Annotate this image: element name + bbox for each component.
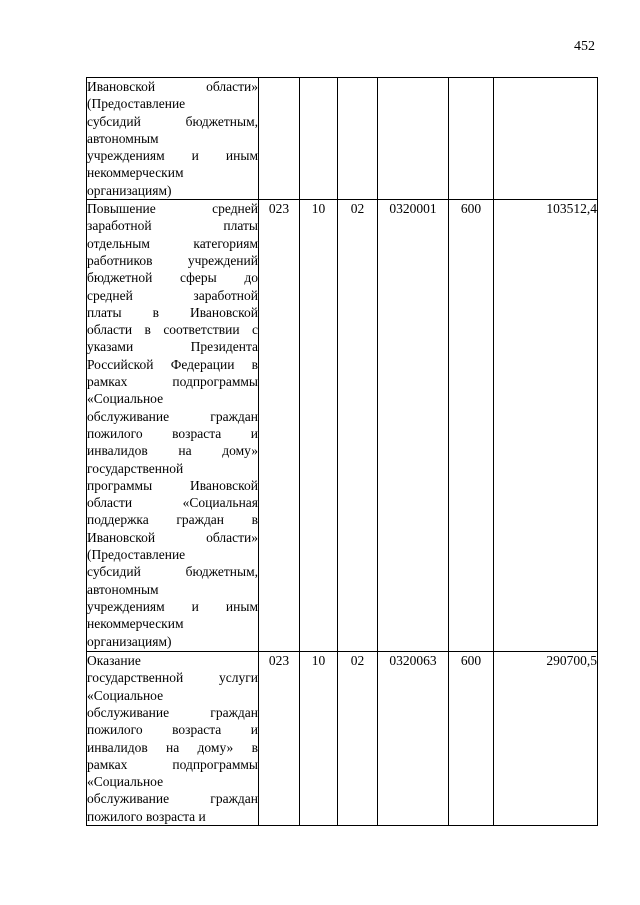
table-row [87, 652, 598, 826]
description-line: (Предоставление [87, 547, 186, 563]
table-row [87, 78, 598, 200]
description-line: «Социальное [87, 774, 164, 790]
description-line: государственной [87, 460, 184, 476]
description-line: средней заработной [87, 287, 258, 303]
description-line: инвалидов на дому» в [87, 739, 258, 755]
description-line: учреждениям и иным [87, 598, 258, 614]
description-line: автономным [87, 581, 159, 597]
description-line: области в соответствии с [87, 322, 258, 338]
target-article-cell [378, 78, 449, 200]
description-line: «Социальное [87, 391, 164, 407]
subsection-code-cell: 02 [338, 200, 378, 652]
description-line: инвалидов на дому» [87, 443, 258, 459]
description-line: работников учреждений [87, 252, 258, 268]
description-line: поддержка граждан в [87, 512, 258, 528]
description-line: автономным [87, 130, 159, 146]
description-line: обслуживание граждан [87, 791, 258, 807]
row-description [87, 78, 259, 200]
amount-cell [494, 78, 598, 200]
description-line: Ивановской области» [87, 529, 258, 545]
description-line: государственной услуги [87, 670, 258, 686]
table-row [87, 200, 598, 652]
amount-cell: 103512,4 [494, 200, 598, 652]
description-line: обслуживание граждан [87, 408, 258, 424]
description-line: некоммерческим [87, 616, 184, 632]
ministry-code-cell: 023 [259, 652, 300, 826]
description-line: Российской Федерации в [87, 356, 258, 372]
description-line: отдельным категориям [87, 235, 258, 251]
description-line: рамках подпрограммы [87, 756, 258, 772]
description-line: заработной платы [87, 218, 258, 234]
description-line: пожилого возраста и [87, 722, 258, 738]
description-line: рамках подпрограммы [87, 374, 258, 390]
expense-type-cell: 600 [449, 652, 494, 826]
subsection-code-cell: 02 [338, 652, 378, 826]
section-code-cell: 10 [300, 200, 338, 652]
description-line: некоммерческим [87, 165, 184, 181]
description-line: субсидий бюджетным, [87, 113, 258, 129]
description-line: Повышение средней [87, 201, 258, 217]
row-description [87, 200, 259, 652]
description-line: организациям) [87, 633, 172, 649]
description-line: программы Ивановской [87, 477, 258, 493]
budget-table [86, 77, 598, 826]
description-line: (Предоставление [87, 96, 186, 112]
target-article-cell: 0320001 [378, 200, 449, 652]
description-line: платы в Ивановской [87, 304, 258, 320]
description-line: «Социальное [87, 687, 164, 703]
ministry-code-cell: 023 [259, 200, 300, 652]
target-article-cell: 0320063 [378, 652, 449, 826]
description-line: Оказание [87, 653, 141, 669]
description-line: пожилого возраста и [87, 425, 258, 441]
row-description [87, 652, 259, 826]
section-code-cell [300, 78, 338, 200]
description-line: обслуживание граждан [87, 704, 258, 720]
description-line: бюджетной сферы до [87, 270, 258, 286]
subsection-code-cell [338, 78, 378, 200]
expense-type-cell: 600 [449, 200, 494, 652]
description-line: области «Социальная [87, 495, 258, 511]
description-line: организациям) [87, 182, 172, 198]
page-number: 452 [574, 39, 595, 54]
description-line: субсидий бюджетным, [87, 564, 258, 580]
description-line: указами Президента [87, 339, 258, 355]
description-line: пожилого возраста и [87, 808, 206, 824]
expense-type-cell [449, 78, 494, 200]
amount-cell: 290700,5 [494, 652, 598, 826]
description-line: Ивановской области» [87, 79, 258, 94]
description-line: учреждениям и иным [87, 148, 258, 164]
section-code-cell: 10 [300, 652, 338, 826]
ministry-code-cell [259, 78, 300, 200]
